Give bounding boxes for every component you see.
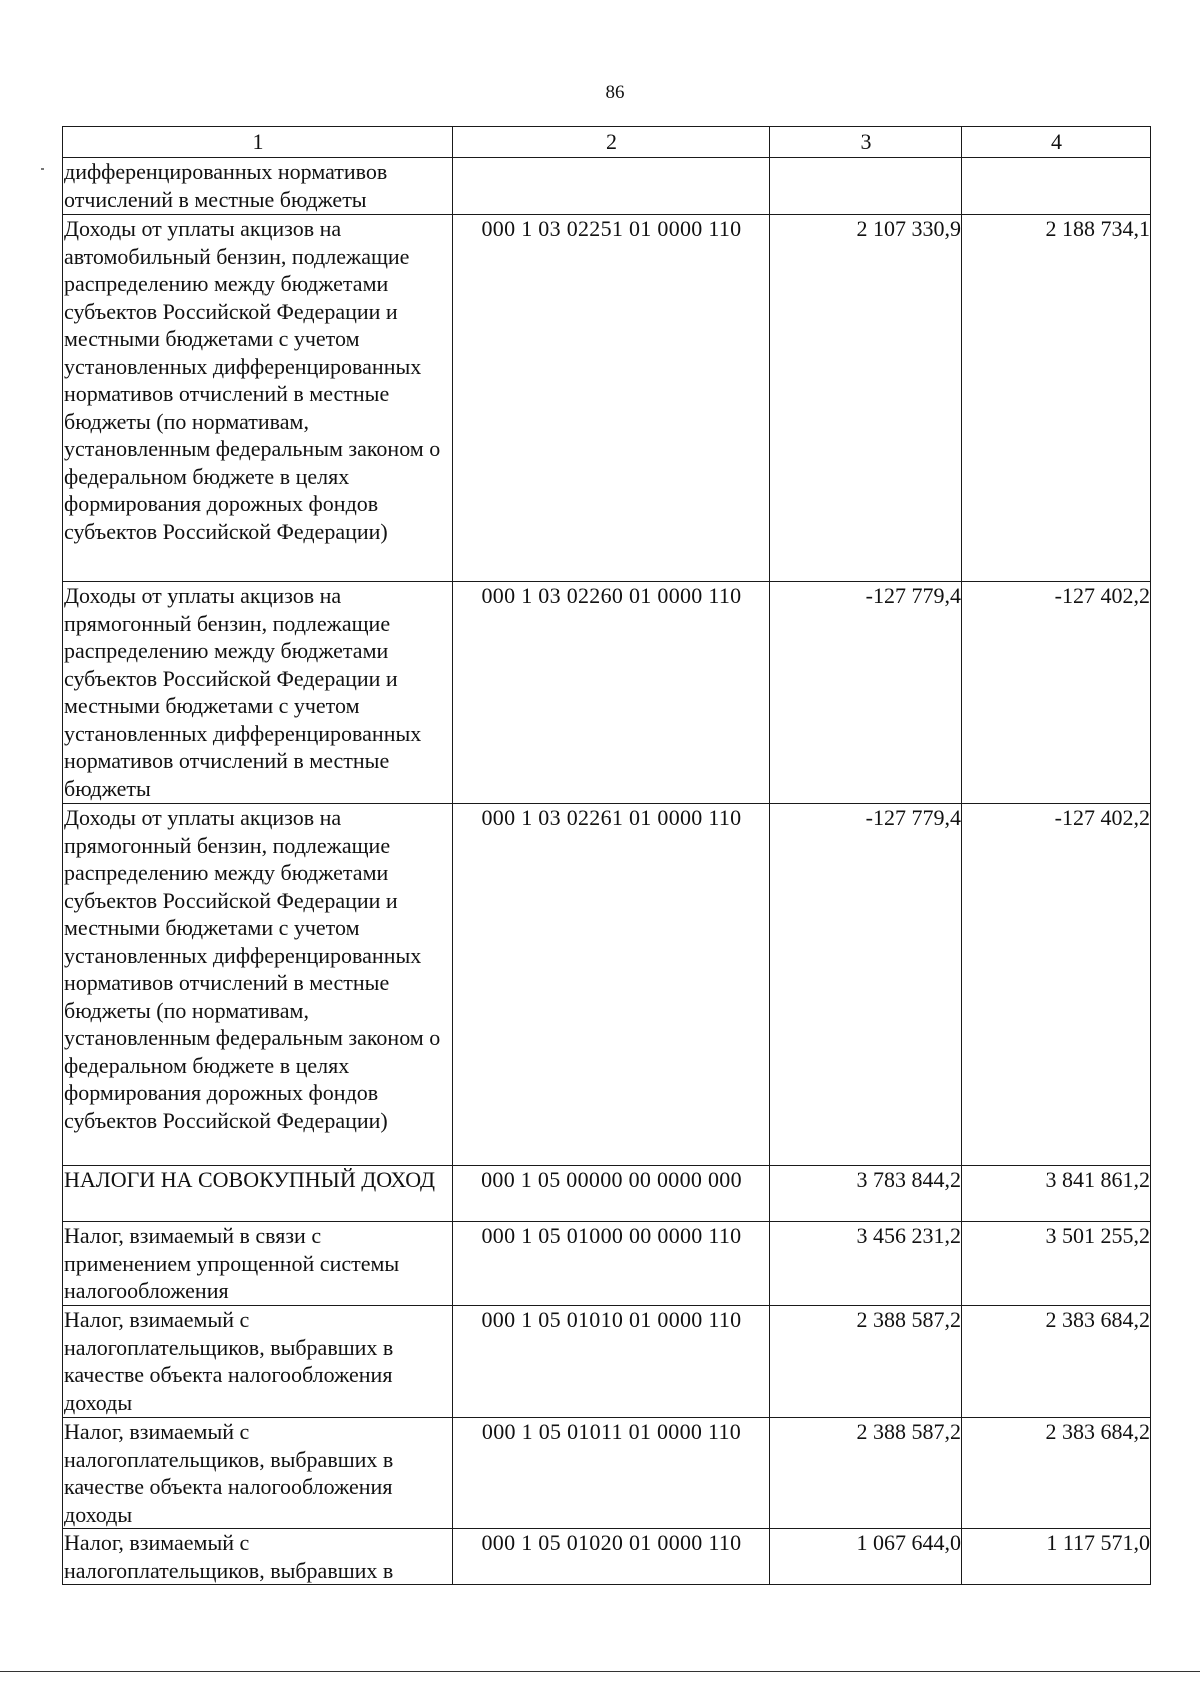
budget-code-cell: [453, 158, 770, 215]
page-bottom-rule: [0, 1671, 1200, 1672]
value-col3-cell: [770, 158, 962, 215]
budget-code-cell: 000 1 03 02251 01 0000 110: [453, 215, 770, 582]
value-col3-cell: 2 388 587,2: [770, 1306, 962, 1418]
budget-code-cell: 000 1 05 01020 01 0000 110: [453, 1529, 770, 1585]
column-header-4: 4: [962, 127, 1151, 158]
table-row: [63, 1166, 1151, 1222]
table-row: [63, 1529, 1151, 1585]
value-col4-cell: 2 383 684,2: [962, 1418, 1151, 1529]
value-col3-cell: 1 067 644,0: [770, 1529, 962, 1585]
budget-revenue-table: [62, 126, 1151, 1585]
revenue-name-cell: Налог, взимаемый с налогоплательщиков, выбравших в: [63, 1529, 453, 1585]
column-header-3: 3: [770, 127, 962, 158]
value-col3-cell: -127 779,4: [770, 582, 962, 804]
value-col3-cell: 3 783 844,2: [770, 1166, 962, 1222]
value-col4-cell: [962, 158, 1151, 215]
value-col4-cell: -127 402,2: [962, 582, 1151, 804]
table-row: [63, 1306, 1151, 1418]
value-col4-cell: 2 188 734,1: [962, 215, 1151, 582]
table-row: [63, 1418, 1151, 1529]
value-col3-cell: -127 779,4: [770, 804, 962, 1166]
value-col4-cell: 3 501 255,2: [962, 1222, 1151, 1306]
table-row: [63, 215, 1151, 582]
column-header-2: 2: [453, 127, 770, 158]
scan-artifact: [41, 168, 44, 170]
value-col4-cell: -127 402,2: [962, 804, 1151, 1166]
value-col3-cell: 2 388 587,2: [770, 1418, 962, 1529]
revenue-name-cell: Налог, взимаемый в связи с применением упрощенной системы налогообложения: [63, 1222, 453, 1306]
table-header-row: [63, 127, 1151, 158]
budget-code-cell: 000 1 05 01000 00 0000 110: [453, 1222, 770, 1306]
revenue-name-cell: Доходы от уплаты акцизов на прямогонный бензин, подлежащие распределению между бюджетами субъектов Российской Федерации и местными бюджетами с учетом установленных дифференцированных нормативов отчислений в местные бюджеты (по нормативам, установленным федеральным законом о федеральном бюджете в целях формирования дорожных фондов субъектов Российской Федерации): [63, 804, 453, 1166]
budget-code-cell: 000 1 05 00000 00 0000 000: [453, 1166, 770, 1222]
value-col4-cell: 3 841 861,2: [962, 1166, 1151, 1222]
value-col4-cell: 1 117 571,0: [962, 1529, 1151, 1585]
revenue-name-cell: НАЛОГИ НА СОВОКУПНЫЙ ДОХОД: [63, 1166, 453, 1222]
value-col4-cell: 2 383 684,2: [962, 1306, 1151, 1418]
budget-code-cell: 000 1 05 01011 01 0000 110: [453, 1418, 770, 1529]
page-number: 86: [605, 82, 625, 103]
revenue-name-cell: Налог, взимаемый с налогоплательщиков, выбравших в качестве объекта налогообложения доходы: [63, 1306, 453, 1418]
column-header-1: 1: [63, 127, 453, 158]
revenue-name-cell: Налог, взимаемый с налогоплательщиков, выбравших в качестве объекта налогообложения доходы: [63, 1418, 453, 1529]
revenue-name-cell: дифференцированных нормативов отчислений в местные бюджеты: [63, 158, 453, 215]
value-col3-cell: 2 107 330,9: [770, 215, 962, 582]
budget-code-cell: 000 1 03 02261 01 0000 110: [453, 804, 770, 1166]
budget-code-cell: 000 1 05 01010 01 0000 110: [453, 1306, 770, 1418]
value-col3-cell: 3 456 231,2: [770, 1222, 962, 1306]
revenue-name-cell: Доходы от уплаты акцизов на автомобильный бензин, подлежащие распределению между бюджетами субъектов Российской Федерации и местными бюджетами с учетом установленных дифференцированных нормативов отчислений в местные бюджеты (по нормативам, установленным федеральным законом о федеральном бюджете в целях формирования дорожных фондов субъектов Российской Федерации): [63, 215, 453, 582]
budget-code-cell: 000 1 03 02260 01 0000 110: [453, 582, 770, 804]
table-row: [63, 804, 1151, 1166]
table-row: [63, 582, 1151, 804]
table-row: [63, 158, 1151, 215]
revenue-name-cell: Доходы от уплаты акцизов на прямогонный бензин, подлежащие распределению между бюджетами субъектов Российской Федерации и местными бюджетами с учетом установленных дифференцированных нормативов отчислений в местные бюджеты: [63, 582, 453, 804]
table-row: [63, 1222, 1151, 1306]
